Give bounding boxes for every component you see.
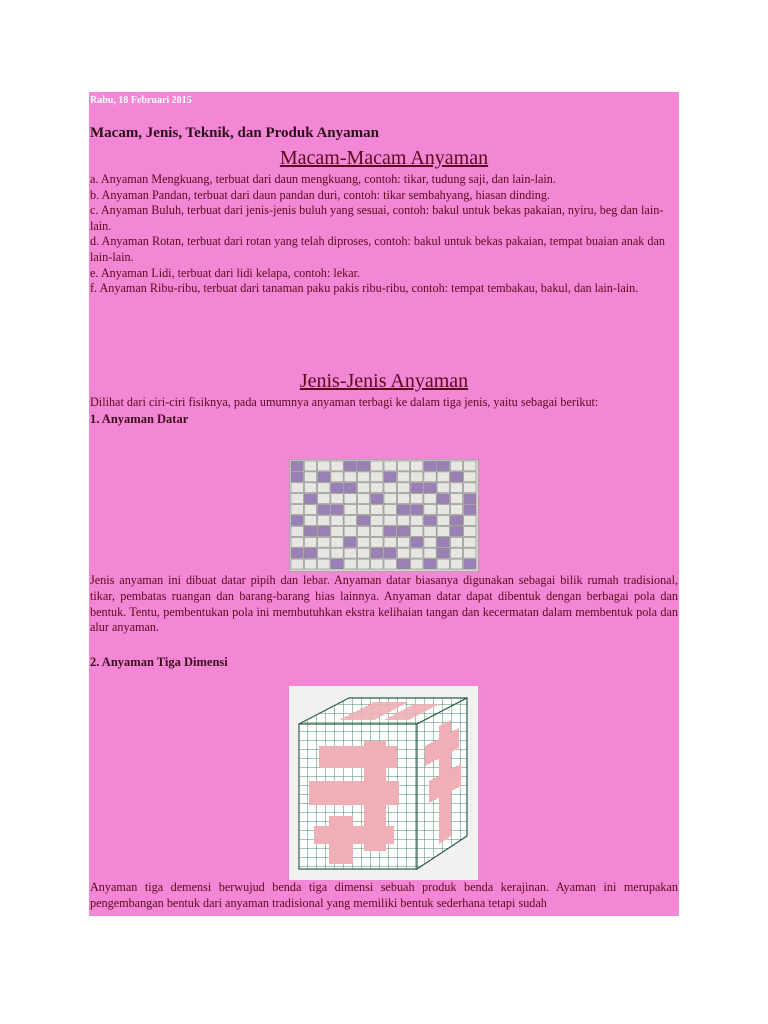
flat-weave-image <box>289 459 479 572</box>
cube-weave-image <box>289 686 478 880</box>
subheading-anyaman-datar: 1. Anyaman Datar <box>90 412 189 426</box>
list-item: f. Anyaman Ribu-ribu, terbuat dari tanaman paku pakis ribu-ribu, contoh: tempat tembakau, bakul, dan lain-lain. <box>90 281 639 296</box>
list-item: c. Anyaman Buluh, terbuat dari jenis-jenis buluh yang sesuai, contoh: bakul untuk bekas pakaian, nyiru, beg dan lain-lain. <box>90 203 664 233</box>
list-item: e. Anyaman Lidi, terbuat dari lidi kelapa, contoh: lekar. <box>90 265 361 280</box>
document-page <box>89 92 679 916</box>
anyaman-list <box>90 172 678 297</box>
anyaman-datar-description: Jenis anyaman ini dibuat datar pipih dan lebar. Anyaman datar biasanya digunakan sebagai bilik rumah tradisional, tikar, pembatas ruangan dan barang-barang hias lainnya. Anyaman datar dapat dibentuk dengan berbagai pola dan bentuk. Tentu, pembentukan pola ini membutuhkan ekstra kelihaian tangan dan kecermatan dalam membentuk pola dan alur anyaman. <box>90 573 678 635</box>
anyaman-tiga-dimensi-description: Anyaman tiga demensi berwujud benda tiga dimensi sebuah produk benda kerajinan. Ayaman ini merupakan pengembangan bentuk dari anyaman tradisional yang memiliki bentuk sederhana tetapi sudah <box>90 880 678 910</box>
section-heading-macam: Macam-Macam Anyaman <box>279 147 489 169</box>
list-item: b. Anyaman Pandan, terbuat dari daun pandan duri, contoh: tikar sembahyang, hiasan dinding. <box>90 187 550 202</box>
intro-text: Dilihat dari ciri-ciri fisiknya, pada umumnya anyaman terbagi ke dalam tiga jenis, yaitu sebagai berikut: <box>90 395 599 409</box>
post-title: Macam, Jenis, Teknik, dan Produk Anyaman <box>90 125 379 141</box>
section-heading-jenis: Jenis-Jenis Anyaman <box>299 370 469 392</box>
subheading-anyaman-tiga-dimensi: 2. Anyaman Tiga Dimensi <box>90 655 228 669</box>
list-item: a. Anyaman Mengkuang, terbuat dari daun mengkuang, contoh: tikar, tudung saji, dan lain-lain. <box>90 172 556 186</box>
list-item: d. Anyaman Rotan, terbuat dari rotan yang telah diproses, contoh: bakul untuk bekas pakaian, tempat buaian anak dan lain-lain. <box>90 234 666 264</box>
post-date: Rabu, 18 Februari 2015 <box>90 95 192 106</box>
